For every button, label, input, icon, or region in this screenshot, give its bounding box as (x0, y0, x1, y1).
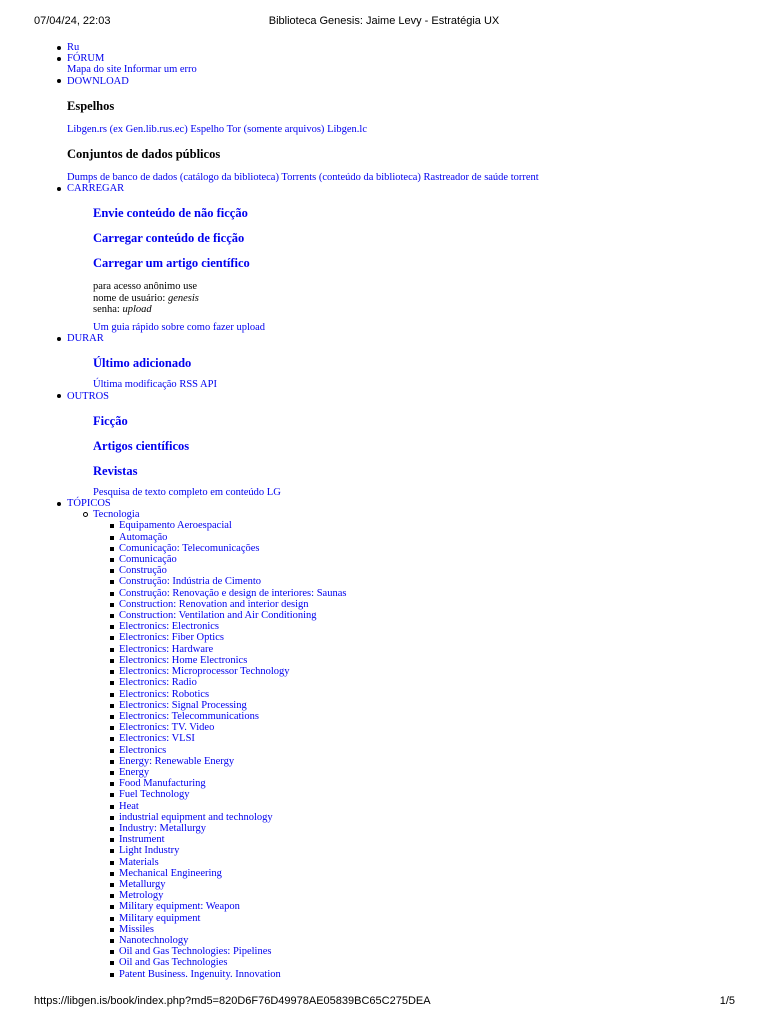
mirror-link[interactable]: Libgen.rs (ex Gen.lib.rus.ec) (67, 123, 188, 135)
topic-list-item (119, 532, 747, 543)
topic-list-item (119, 913, 747, 924)
topic-list-item (119, 565, 747, 576)
report-error-link[interactable]: Informar um erro (123, 64, 197, 76)
topic-list-item (119, 689, 747, 700)
fulltext-search-link[interactable]: Pesquisa de texto completo em conteúdo LG (93, 486, 281, 498)
subtopic-link[interactable]: Automação (119, 531, 168, 543)
subtopic-link[interactable]: Instrument (119, 834, 165, 846)
subtopic-link[interactable]: Heat (119, 800, 139, 812)
topic-list-item (119, 520, 747, 531)
topic-list-item (119, 621, 747, 632)
subtopic-link[interactable]: Metallurgy (119, 878, 166, 890)
topic-technology-link[interactable]: Tecnologia (93, 509, 140, 521)
others-menu-link[interactable]: OUTROS (67, 390, 110, 402)
topic-list-item (119, 901, 747, 912)
subtopic-link[interactable]: Oil and Gas Technologies (119, 957, 228, 969)
print-page-number: 1/5 (719, 995, 735, 1007)
technology-topic-list (119, 520, 747, 979)
ru-link[interactable]: Ru (67, 42, 80, 53)
dataset-link[interactable]: Torrents (conteúdo da biblioteca) (281, 172, 421, 184)
subtopic-link[interactable]: Electronics: Hardware (119, 643, 214, 655)
topic-list-item (119, 722, 747, 733)
topic-list-item (119, 812, 747, 823)
subtopic-link[interactable]: Military equipment (119, 912, 201, 924)
last-menu-link[interactable]: DURAR (67, 333, 104, 345)
dataset-link[interactable]: Rastreador de saúde torrent (423, 172, 539, 184)
topic-list-item (119, 554, 747, 565)
topic-list-item (119, 879, 747, 890)
nav-menu (67, 42, 747, 980)
topic-list-item (119, 924, 747, 935)
upload-menu-link[interactable]: CARREGAR (67, 183, 125, 195)
scientific-articles-link[interactable]: Artigos científicos (93, 438, 190, 453)
topic-list-item (119, 655, 747, 666)
topic-list-item (119, 957, 747, 968)
mirrors-heading: Espelhos (67, 98, 115, 113)
subtopic-link[interactable]: Industry: Metallurgy (119, 822, 207, 834)
forum-link[interactable]: FÓRUM (67, 53, 105, 65)
dataset-link[interactable]: Dumps de banco de dados (catálogo da biblioteca) (67, 172, 279, 184)
subtopic-link[interactable]: Electronics: Microprocessor Technology (119, 666, 290, 678)
subtopic-link[interactable]: Electronics: Robotics (119, 688, 210, 700)
topic-list-item (119, 935, 747, 946)
topic-list-item (119, 677, 747, 688)
subtopic-link[interactable]: Metrology (119, 890, 164, 902)
print-url: https://libgen.is/book/index.php?md5=820D6F76D49978AE05839BC65C275DEA (34, 995, 431, 1007)
subtopic-link[interactable]: Electronics: VLSI (119, 733, 195, 745)
subtopic-link[interactable]: Construction: Ventilation and Air Conditioning (119, 610, 317, 622)
topic-list-item (119, 733, 747, 744)
subtopic-link[interactable]: Patent Business. Ingenuity. Innovation (119, 968, 281, 980)
subtopic-link[interactable]: Construção (119, 565, 167, 577)
upload-article-link[interactable]: Carregar um artigo científico (93, 256, 250, 271)
fiction-link[interactable]: Ficção (93, 413, 128, 428)
subtopic-link[interactable]: Construção: Indústria de Cimento (119, 576, 262, 588)
rss-link[interactable]: RSS (179, 379, 198, 391)
subtopic-link[interactable]: Electronics: TV. Video (119, 722, 215, 734)
topic-list-item (119, 823, 747, 834)
upload-fiction-link[interactable]: Carregar conteúdo de ficção (93, 231, 245, 246)
upload-nonfiction-link[interactable]: Envie conteúdo de não ficção (93, 206, 248, 221)
subtopic-link[interactable]: Electronics: Signal Processing (119, 699, 247, 711)
topic-list-item (119, 969, 747, 980)
subtopic-link[interactable]: industrial equipment and technology (119, 811, 273, 823)
password-label: senha: (93, 303, 120, 315)
subtopic-link[interactable]: Electronics: Telecommunications (119, 710, 259, 722)
topic-list-item (119, 632, 747, 643)
topic-list-item (119, 857, 747, 868)
subtopic-link[interactable]: Light Industry (119, 845, 180, 857)
last-modified-link[interactable]: Última modificação (93, 379, 177, 391)
topic-list-item (119, 576, 747, 587)
subtopic-link[interactable]: Construction: Renovation and interior design (119, 598, 309, 610)
subtopic-link[interactable]: Electronics: Radio (119, 677, 197, 689)
subtopic-link[interactable]: Comunicação: Telecomunicações (119, 542, 260, 554)
api-link[interactable]: API (200, 379, 217, 391)
password-value: upload (122, 303, 152, 315)
topic-list-item (119, 599, 747, 610)
username-value: genesis (167, 292, 199, 304)
topic-list-item (119, 610, 747, 621)
topic-list-item (119, 801, 747, 812)
subtopic-link[interactable]: Materials (119, 856, 159, 868)
topic-list-item (119, 745, 747, 756)
topics-menu-link[interactable]: TÓPICOS (67, 498, 111, 510)
print-date: 07/04/24, 22:03 (34, 15, 111, 27)
magazines-link[interactable]: Revistas (93, 463, 138, 478)
anon-access-text: para acesso anônimo use (93, 281, 198, 293)
subtopic-link[interactable]: Electronics (119, 744, 167, 756)
topic-list-item (119, 946, 747, 957)
datasets-heading: Conjuntos de dados públicos (67, 147, 221, 162)
topic-list-item (119, 767, 747, 778)
sitemap-link[interactable]: Mapa do site (67, 64, 122, 76)
subtopic-link[interactable]: Missiles (119, 923, 155, 935)
topic-list-item (119, 834, 747, 845)
subtopic-link[interactable]: Oil and Gas Technologies: Pipelines (119, 946, 272, 958)
mirror-link[interactable]: Libgen.lc (327, 123, 368, 135)
subtopic-link[interactable]: Mechanical Engineering (119, 867, 222, 879)
mirror-link[interactable]: Espelho Tor (somente arquivos) (190, 123, 325, 135)
subtopic-link[interactable]: Comunicação (119, 554, 177, 566)
subtopic-link[interactable]: Electronics: Electronics (119, 621, 220, 633)
topic-list-item (119, 543, 747, 554)
topic-list-item (119, 588, 747, 599)
subtopic-link[interactable]: Nanotechnology (119, 934, 189, 946)
subtopic-link[interactable]: Energy (119, 766, 150, 778)
username-label: nome de usuário: (93, 292, 166, 304)
subtopic-link[interactable]: Food Manufacturing (119, 778, 206, 790)
upload-guide-link[interactable]: Um guia rápido sobre como fazer upload (93, 322, 266, 334)
download-link[interactable]: DOWNLOAD (67, 75, 129, 87)
topic-list-item (119, 644, 747, 655)
topic-list-item (119, 711, 747, 722)
topic-list-item (119, 845, 747, 856)
subtopic-link[interactable]: Electronics: Fiber Optics (119, 632, 224, 644)
subtopic-link[interactable]: Electronics: Home Electronics (119, 654, 248, 666)
subtopic-link[interactable]: Military equipment: Weapon (119, 901, 240, 913)
topic-list-item (119, 868, 747, 879)
topic-list-item (119, 666, 747, 677)
topic-list-item (119, 890, 747, 901)
subtopic-link[interactable]: Construção: Renovação e design de interiores: Saunas (119, 587, 347, 599)
subtopic-link[interactable]: Equipamento Aeroespacial (119, 520, 232, 532)
print-title: Biblioteca Genesis: Jaime Levy - Estratégia UX (268, 15, 500, 27)
subtopic-link[interactable]: Fuel Technology (119, 789, 190, 801)
topic-list-item (119, 700, 747, 711)
topic-list-item (119, 756, 747, 767)
subtopic-link[interactable]: Energy: Renewable Energy (119, 755, 235, 767)
topic-list-item (119, 778, 747, 789)
topic-list-item (119, 789, 747, 800)
last-added-link[interactable]: Último adicionado (93, 356, 192, 371)
